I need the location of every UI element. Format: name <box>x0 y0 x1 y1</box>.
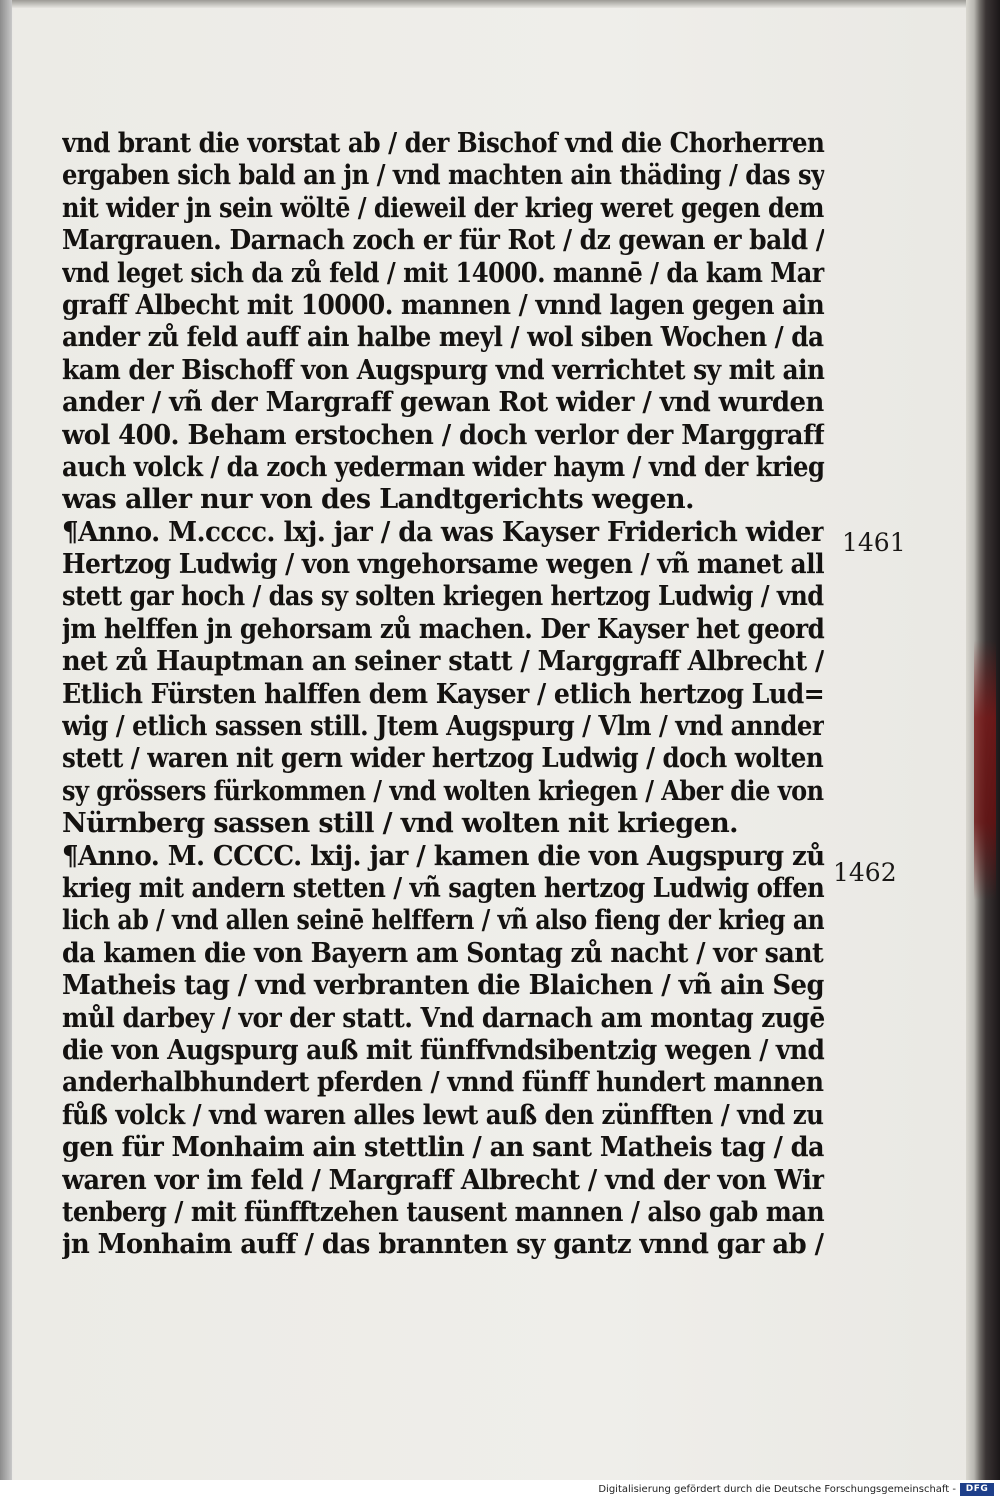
text-line: sy grössers fürkommen / vnd wolten kriegen / Aber die von <box>62 775 824 807</box>
text-line: Nürnberg sassen still / vnd wolten nit kriegen. <box>62 808 738 840</box>
text-line: was aller nur von des Landtgerichts wegen. <box>62 484 694 516</box>
text-line: Hertzog Ludwig / von vngehorsame wegen / vñ manet all <box>62 549 825 581</box>
text-line: waren vor im feld / Margraff Albrecht / vnd der von Wir <box>62 1164 825 1196</box>
page-top-edge <box>0 0 1000 8</box>
text-line: krieg mit andern stetten / vñ sagten hertzog Ludwig offen <box>62 872 825 904</box>
text-line: ergaben sich bald an jn / vnd machten ain thäding / das sy <box>62 160 825 192</box>
margin-year-1461: 1461 <box>842 528 906 557</box>
text-line: graff Albecht mit 10000. mannen / vnnd lagen gegen ain <box>62 289 825 321</box>
text-line: stett gar hoch / das sy solten kriegen hertzog Ludwig / vnd <box>62 581 824 613</box>
text-line: jn Monhaim auff / das brannten sy gantz vnnd gar ab / <box>62 1229 824 1261</box>
text-line: můl darbey / vor der statt. Vnd darnach am montag zugē <box>62 1002 825 1034</box>
text-line: jm helffen jn gehorsam zů machen. Der Kayser het geord <box>62 613 825 645</box>
text-line: vnd leget sich da zů feld / mit 14000. mannē / da kam Mar <box>62 257 825 289</box>
text-line: gen für Monhaim ain stettlin / an sant Matheis tag / da <box>62 1132 824 1164</box>
margin-year-1462: 1462 <box>833 858 897 887</box>
text-line: stett / waren nit gern wider hertzog Ludwig / doch wolten <box>62 743 824 775</box>
text-line: wig / etlich sassen still. Jtem Augspurg / Vlm / vnd annder <box>62 711 825 743</box>
text-line: Margrauen. Darnach zoch er für Rot / dz gewan er bald / <box>62 225 825 257</box>
text-line: Matheis tag / vnd verbranten die Blaichen / vñ ain Seg <box>62 970 824 1002</box>
text-line: ander zů feld auff ain halbe meyl / wol siben Wochen / da <box>62 322 824 354</box>
text-line: auch volck / da zoch yederman wider haym / vnd der krieg <box>62 451 825 483</box>
text-line: net zů Hauptman an seiner statt / Marggraff Albrecht / <box>62 646 824 678</box>
red-bookmark-ribbon <box>974 640 996 900</box>
footer-credit-text: Digitalisierung gefördert durch die Deutsche Forschungsgemeinschaft - <box>598 1484 956 1495</box>
text-line: anderhalbhundert pferden / vnnd fünff hundert mannen <box>62 1067 824 1099</box>
text-line: ¶Anno. M. CCCC. lxij. jar / kamen die von Augspurg zů <box>62 840 825 872</box>
text-line: die von Augspurg auß mit fünffvndsibentzig wegen / vnd <box>62 1034 825 1066</box>
text-line: ¶Anno. M.cccc. lxj. jar / da was Kayser Friderich wider <box>62 516 824 548</box>
text-line: Etlich Fürsten halffen dem Kayser / etlich hertzog Lud= <box>62 678 825 710</box>
text-line: da kamen die von Bayern am Sontag zů nacht / vor sant <box>62 937 824 969</box>
text-line: lich ab / vnd allen seinē helffern / vñ also fieng der krieg an <box>62 905 825 937</box>
text-line: vnd brant die vorstat ab / der Bischof vnd die Chorherren <box>62 128 825 159</box>
book-spine-shadow <box>0 0 12 1480</box>
text-line: ander / vñ der Margraff gewan Rot wider / vnd wurden <box>62 387 824 419</box>
text-line: wol 400. Beham erstochen / doch verlor der Marggraff <box>62 419 825 451</box>
text-line: kam der Bischoff von Augspurg vnd verrichtet sy mit ain <box>62 354 825 386</box>
page-text-block <box>62 128 832 1262</box>
text-line: nit wider jn sein wöltē / dieweil der krieg weret gegen dem <box>62 192 824 224</box>
dfg-logo: DFG <box>960 1483 994 1496</box>
text-line: tenberg / mit fünfftzehen tausent mannen / also gab man <box>62 1196 825 1228</box>
text-line: fůß volck / vnd waren alles lewt auß den zünfften / vnd zu <box>62 1099 824 1131</box>
